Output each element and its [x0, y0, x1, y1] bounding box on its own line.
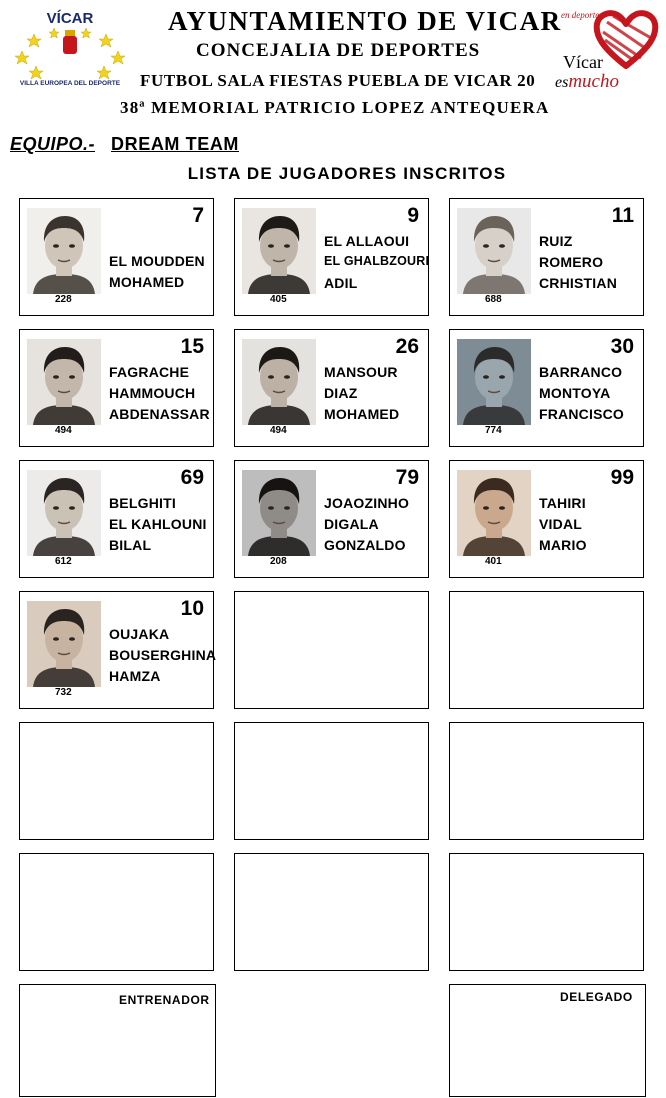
- player-portrait-icon: [457, 208, 531, 294]
- player-number: 26: [395, 335, 419, 358]
- team-name: DREAM TEAM: [111, 134, 240, 154]
- list-title: [0, 164, 666, 184]
- player-name-line: ADIL: [324, 275, 358, 291]
- player-name-line: OUJAKA: [109, 626, 170, 642]
- player-name-line: BOUSERGHINA: [109, 647, 217, 663]
- logo-right-es-mucho: [555, 71, 619, 93]
- player-license-number: 732: [55, 687, 72, 698]
- player-name-line: GONZALDO: [324, 537, 406, 553]
- player-number: 99: [610, 466, 634, 489]
- empty-player-slot: [234, 591, 429, 709]
- player-license-number: 494: [55, 425, 72, 436]
- empty-player-slot: [234, 853, 429, 971]
- player-portrait-icon: [242, 339, 316, 425]
- player-photo: [457, 339, 531, 425]
- player-number: 79: [395, 466, 419, 489]
- player-photo: [457, 470, 531, 556]
- header-subtitle: CONCEJALIA DE DEPORTES: [196, 40, 481, 61]
- player-number: 69: [180, 466, 204, 489]
- player-name-line: FAGRACHE: [109, 364, 190, 380]
- player-name-line: TAHIRI: [539, 495, 586, 511]
- player-photo: [242, 208, 316, 294]
- coach-label: ENTRENADOR: [119, 993, 210, 1007]
- player-number: 11: [611, 204, 634, 227]
- player-license-number: 228: [55, 294, 72, 305]
- logo-right-name: Vícar: [563, 52, 603, 72]
- player-name-line: BELGHITI: [109, 495, 176, 511]
- player-license-number: 612: [55, 556, 72, 567]
- player-name-line: EL KAHLOUNI: [109, 516, 207, 532]
- team-line: [10, 134, 239, 155]
- player-license-number: 401: [485, 556, 502, 567]
- player-license-number: 494: [270, 425, 287, 436]
- empty-player-slot: [449, 722, 644, 840]
- player-photo: [27, 339, 101, 425]
- player-portrait-icon: [242, 208, 316, 294]
- coach-box: [19, 984, 216, 1097]
- player-name-line: FRANCISCO: [539, 406, 625, 422]
- header-title: AYUNTAMIENTO DE VICAR: [168, 6, 562, 36]
- logo-right-mucho: mucho: [568, 71, 619, 92]
- player-portrait-icon: [27, 208, 101, 294]
- player-name-line: BILAL: [109, 537, 152, 553]
- player-card: [234, 198, 429, 316]
- player-portrait-icon: [27, 470, 101, 556]
- player-card: [19, 591, 217, 709]
- player-name-line: BARRANCO: [539, 364, 623, 380]
- logo-left-title: VÍCAR: [46, 10, 94, 27]
- player-photo: [27, 601, 101, 687]
- player-name-line: EL GHALBZOURI: [324, 254, 430, 268]
- vicar-es-mucho-logo: [555, 6, 660, 92]
- player-number: 30: [610, 335, 634, 358]
- player-portrait-icon: [242, 470, 316, 556]
- player-name-line: HAMZA: [109, 668, 161, 684]
- player-name-line: ROMERO: [539, 254, 604, 270]
- player-photo: [242, 339, 316, 425]
- player-card: [449, 198, 644, 316]
- player-name-line: DIAZ: [324, 385, 358, 401]
- empty-player-slot: [449, 853, 644, 971]
- player-card: [19, 198, 214, 316]
- star-circle-icon: [14, 26, 126, 80]
- player-name-line: MONTOYA: [539, 385, 611, 401]
- empty-player-slot: [19, 853, 214, 971]
- empty-player-slot: [449, 591, 644, 709]
- player-card: [234, 460, 429, 578]
- logo-right-small-text: en deporte: [561, 10, 600, 20]
- vicar-villa-europea-logo: [14, 10, 126, 90]
- player-license-number: 405: [270, 294, 287, 305]
- player-name-line: RUIZ: [539, 233, 573, 249]
- player-name-line: VIDAL: [539, 516, 582, 532]
- player-card: [449, 460, 644, 578]
- player-card: [19, 329, 214, 447]
- delegate-box: [449, 984, 646, 1097]
- player-portrait-icon: [457, 470, 531, 556]
- player-card: [19, 460, 214, 578]
- memorial-title: 38ª MEMORIAL PATRICIO LOPEZ ANTEQUERA: [120, 98, 550, 117]
- team-label: EQUIPO.-: [10, 134, 96, 154]
- list-title-text: LISTA DE JUGADORES INSCRITOS: [187, 164, 507, 183]
- player-portrait-icon: [27, 601, 101, 687]
- player-photo: [27, 208, 101, 294]
- player-name-line: ABDENASSAR: [109, 406, 210, 422]
- player-number: 7: [192, 204, 204, 227]
- empty-player-slot: [19, 722, 214, 840]
- player-number: 15: [180, 335, 204, 358]
- player-name-line: MANSOUR: [324, 364, 398, 380]
- logo-right-es: es: [555, 74, 569, 91]
- logo-left-subtitle: VILLA EUROPEA DEL DEPORTE: [19, 80, 121, 87]
- player-photo: [457, 208, 531, 294]
- player-name-line: CRHISTIAN: [539, 275, 618, 291]
- player-card: [449, 329, 644, 447]
- player-name-line: EL MOUDDEN: [109, 253, 205, 269]
- player-license-number: 208: [270, 556, 287, 567]
- player-portrait-icon: [457, 339, 531, 425]
- player-photo: [242, 470, 316, 556]
- tournament-title: FUTBOL SALA FIESTAS PUEBLA DE VICAR 20: [140, 71, 536, 90]
- empty-player-slot: [234, 722, 429, 840]
- player-portrait-icon: [27, 339, 101, 425]
- player-name-line: JOAOZINHO: [324, 495, 410, 511]
- player-card: [234, 329, 429, 447]
- player-photo: [27, 470, 101, 556]
- player-license-number: 774: [485, 425, 502, 436]
- player-name-line: DIGALA: [324, 516, 379, 532]
- player-name-line: EL ALLAOUI: [324, 233, 410, 249]
- player-number: 10: [180, 597, 204, 620]
- player-name-line: MARIO: [539, 537, 587, 553]
- player-name-line: MOHAMED: [324, 406, 400, 422]
- delegate-label: DELEGADO: [560, 990, 633, 1004]
- player-name-line: MOHAMED: [109, 274, 185, 290]
- player-name-line: HAMMOUCH: [109, 385, 196, 401]
- player-license-number: 688: [485, 294, 502, 305]
- player-number: 9: [407, 204, 419, 227]
